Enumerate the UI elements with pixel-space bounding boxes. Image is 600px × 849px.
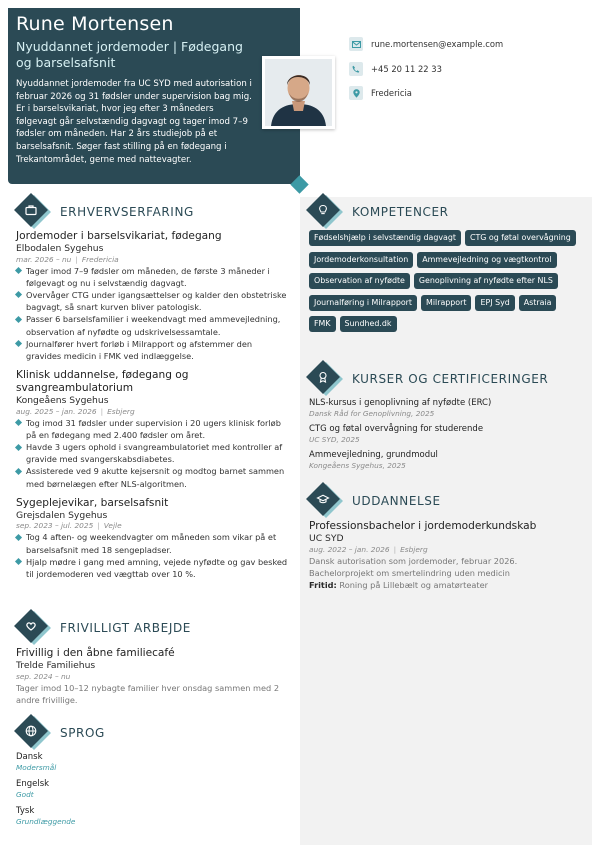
course-item [309, 450, 585, 471]
experience-item [16, 369, 288, 490]
languages-list [16, 752, 75, 827]
language-level: Grundlæggende [16, 817, 76, 826]
location-pin-icon [349, 86, 363, 100]
contact-email[interactable] [349, 32, 503, 56]
phone-text: +45 20 11 22 33 [371, 63, 442, 74]
section-volunteer-heading [16, 611, 191, 645]
experience-item [16, 497, 288, 580]
skill-tag: Milrapport [421, 295, 471, 311]
skills-tag-list [309, 230, 589, 338]
job-bullets [16, 265, 288, 363]
skill-tag: Genoplivning af nyfødte efter NLS [414, 273, 558, 289]
section-title: KOMPETENCER [352, 205, 449, 219]
volunteer-dates: sep. 2024 – nu [16, 671, 71, 681]
language-name: Engelsk [16, 779, 50, 789]
bullet: Hjalp mødre i gang med amning, vejede nyfødte og gav besked til jordemoderen ved vægttab over 10 %. [16, 556, 288, 580]
job-title: Sygeplejevikar, barselsafsnit [16, 496, 169, 509]
bullet: Passer 6 barselsfamilier i weekendvagt med ammevejledning, observation af nyfødte og udskrivelsessamtale. [16, 313, 288, 337]
course-issuer: Kongeåens Sygehus, 2025 [309, 461, 406, 470]
volunteer-item [16, 647, 288, 706]
education-meta: aug. 2022 – jan. 2026 | Esbjerg [309, 544, 428, 554]
job-meta: aug. 2025 – jan. 2026 | Esbjerg [16, 406, 135, 416]
experience-list [16, 230, 288, 580]
hand-heart-icon [24, 619, 38, 633]
job-company: Kongeåens Sygehus [16, 395, 109, 407]
section-title: ERHVERVSERFARING [60, 205, 194, 219]
education-degree: Professionsbachelor i jordemoderkundskab [309, 520, 537, 532]
job-company: Grejsdalen Sygehus [16, 509, 108, 521]
person-name: Rune Mortensen [16, 13, 174, 35]
bullet: Tager imod 7–9 fødsler om måneden, de første 3 måneder i følgevagt og nu i selvstændig dagvagt. [16, 265, 288, 289]
bullet: Havde 3 ugers ophold i svangreambulatoriet med kontroller af gravide med svangerskabsdiabetes. [16, 441, 288, 465]
bullet: Tog imod 31 fødsler under supervision i 20 ugers klinisk forløb på en fødegang med 2.400 fødsler om året. [16, 417, 288, 441]
bullet: Tog 4 aften- og weekendvagter om måneden som vikar på et barselsafsnit med 18 sengepladser. [16, 531, 288, 555]
volunteer-desc: Tager imod 10–12 nybagte familier hver onsdag sammen med 2 andre frivillige. [16, 682, 280, 705]
volunteer-org: Trelde Familiehus [16, 660, 96, 671]
skill-tag: Observation af nyfødte [309, 273, 410, 289]
language-level: Godt [16, 790, 34, 799]
briefcase-icon [24, 203, 38, 217]
section-title: UDDANNELSE [352, 494, 441, 508]
job-meta: mar. 2026 – nu | Fredericia [16, 254, 119, 264]
language-item [16, 806, 75, 827]
contact-phone[interactable] [349, 57, 503, 81]
language-name: Dansk [16, 752, 43, 762]
job-bullets [16, 531, 288, 580]
section-education-heading [308, 484, 441, 518]
courses-list [309, 398, 585, 471]
skill-tag: Jordemoderkonsultation [309, 252, 413, 268]
section-languages-heading [16, 716, 105, 750]
bullet: Overvåger CTG under igangsættelser og kalder den obstetriske bagvagt, så snart kurven bliver patologisk. [16, 289, 288, 313]
email-text: rune.mortensen@example.com [371, 39, 504, 49]
mail-icon [349, 37, 363, 51]
volunteer-title: Frivillig i den åbne familiecafé [16, 647, 175, 659]
section-title: KURSER OG CERTIFICERINGER [352, 372, 549, 386]
section-title: FRIVILLIGT ARBEJDE [60, 621, 191, 635]
contact-location [349, 81, 503, 105]
lightbulb-icon [316, 203, 330, 217]
education-detail: Bachelorprojekt om smertelindring uden medicin [309, 567, 510, 578]
job-title: Klinisk uddannelse, fødegang og svangreambulatorium [16, 369, 189, 395]
bullet: Journalfører hvert forløb i Milrapport og afstemmer den gravides medicin i FMK ved indlæggelse. [16, 338, 288, 362]
course-title: CTG og føtal overvågning for studerende [309, 424, 484, 434]
job-title: Jordemoder i barselsvikariat, fødegang [16, 230, 222, 242]
contact-block [349, 32, 503, 106]
skill-tag: Astraia [519, 295, 557, 311]
header-diamond [290, 175, 308, 193]
skill-tag: Journalføring i Milrapport [309, 295, 417, 311]
section-title: SPROG [60, 726, 105, 740]
experience-item [16, 230, 288, 362]
award-icon [316, 370, 330, 384]
globe-icon [24, 724, 38, 738]
skill-tag: Fødselshjælp i selvstændig dagvagt [309, 230, 461, 246]
skill-tag: Ammevejledning og vægtkontrol [417, 252, 556, 268]
language-name: Tysk [16, 806, 35, 816]
section-experience-heading [16, 195, 194, 229]
language-item [16, 752, 75, 773]
language-item [16, 779, 75, 800]
education-detail: Dansk autorisation som jordemoder, februar 2026. [309, 555, 518, 566]
section-courses-heading [308, 362, 548, 396]
header-card [8, 8, 300, 184]
profile-summary: Nyuddannet jordemoder fra UC SYD med autorisation i februar 2026 og 31 fødsler under supervision bag mig. Er i barselsvikariat, hvor jeg efter 3 måneders følgevagt går selvstændig dagvagt og tager imod 7–9 fødsler om måneden. Har 2 års studiejob på et barselsafsnit. Søger fast stilling på en fødegang i Trekantområdet, gerne med nattevagter. [16, 79, 252, 165]
skill-tag: EPJ Syd [475, 295, 514, 311]
education-hobbies: Fritid: Roning på Lillebælt og amatørteater [309, 579, 489, 590]
skill-tag: FMK [309, 316, 336, 332]
education-item [309, 520, 587, 591]
course-title: Ammevejledning, grundmodul [309, 450, 438, 460]
graduation-cap-icon [316, 492, 330, 506]
job-bullets [16, 417, 288, 490]
course-item [309, 424, 585, 445]
headline: Nyuddannet jordemoder | Fødegang og barselsafsnit [16, 39, 243, 70]
job-meta: sep. 2023 – jul. 2025 | Vejle [16, 521, 122, 531]
skill-tag: CTG og føtal overvågning [465, 230, 576, 246]
course-title: NLS-kursus i genoplivning af nyfødte (ERC) [309, 398, 492, 408]
skill-tag: Sundhed.dk [340, 316, 397, 332]
profile-photo [262, 56, 335, 129]
location-text: Fredericia [371, 88, 412, 98]
education-school: UC SYD [309, 533, 344, 544]
job-company: Elbodalen Sygehus [16, 243, 104, 254]
language-level: Modersmål [16, 763, 57, 772]
course-item [309, 398, 585, 419]
phone-icon [349, 62, 363, 76]
bullet: Assisterede ved 9 akutte kejsersnit og modtog barnet sammen med børnelægen efter NLS-algoritmen. [16, 465, 288, 489]
course-issuer: UC SYD, 2025 [309, 435, 360, 444]
course-issuer: Dansk Råd for Genoplivning, 2025 [309, 409, 435, 418]
section-skills-heading [308, 195, 449, 229]
